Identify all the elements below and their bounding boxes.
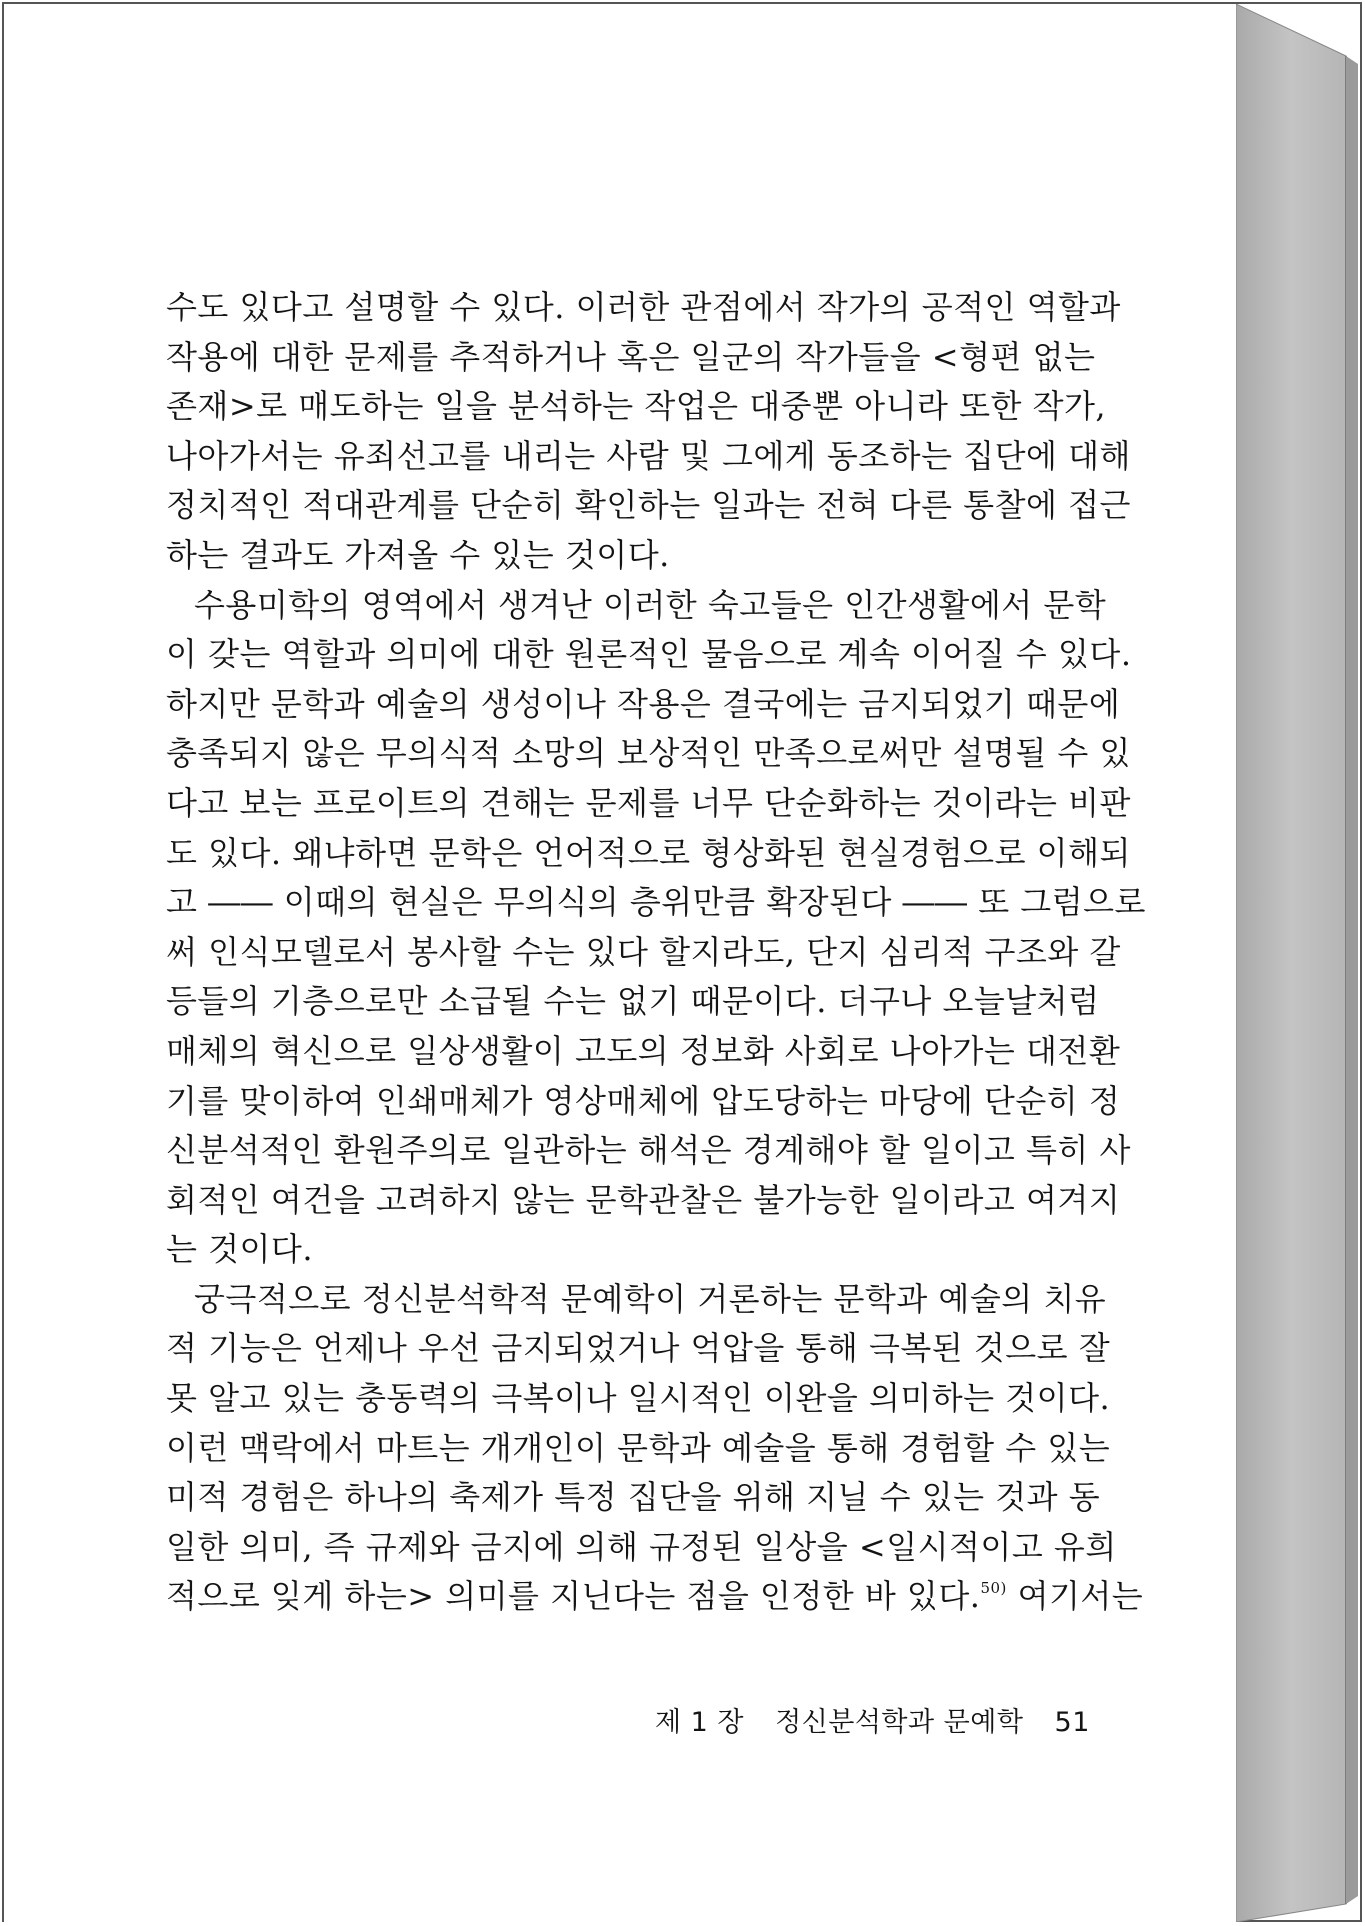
text-line: 도 있다. 왜냐하면 문학은 언어적으로 형상화된 현실경험으로 이해되 [166, 833, 1131, 872]
text-line: 적 기능은 언제나 우선 금지되었거나 억압을 통해 극복된 것으로 잘 [166, 1329, 1111, 1368]
text-line: 매체의 혁신으로 일상생활이 고도의 정보화 사회로 나아가는 대전환 [166, 1031, 1121, 1070]
text-line: 이 갖는 역할과 의미에 대한 원론적인 물음으로 계속 이어질 수 있다. [166, 635, 1132, 674]
paragraph-1 [166, 283, 1131, 581]
text-line: 일한 의미, 즉 규제와 금지에 의해 규정된 일상을 <일시적이고 유희 [166, 1527, 1117, 1566]
footnote-marker: 50) [980, 1579, 1007, 1598]
text-line: 작용에 대한 문제를 추적하거나 혹은 일군의 작가들을 <형편 없는 [166, 337, 1096, 376]
text-line: 수용미학의 영역에서 생겨난 이러한 숙고들은 인간생활에서 문학 [194, 585, 1107, 624]
text-line: 이런 맥락에서 마트는 개개인이 문학과 예술을 통해 경험할 수 있는 [166, 1428, 1111, 1467]
text-line: 하지만 문학과 예술의 생성이나 작용은 결국에는 금지되었기 때문에 [166, 684, 1121, 723]
paragraph-2 [166, 581, 1146, 1275]
text-line: 다고 보는 프로이트의 견해는 문제를 너무 단순화하는 것이라는 비판 [166, 783, 1131, 822]
text-line: 충족되지 않은 무의식적 소망의 보상적인 만족으로써만 설명될 수 있 [166, 734, 1131, 773]
text-line: 못 알고 있는 충동력의 극복이나 일시적인 이완을 의미하는 것이다. [166, 1379, 1111, 1418]
text-line-body: 적으로 잊게 하는> 의미를 지닌다는 점을 인정한 바 있다. [166, 1577, 981, 1616]
text-line: 나아가서는 유죄선고를 내리는 사람 및 그에게 동조하는 집단에 대해 [166, 436, 1131, 475]
text-line: 고 ―― 이때의 현실은 무의식의 층위만큼 확장된다 ―― 또 그럼으로 [166, 883, 1146, 922]
text-line: 는 것이다. [166, 1230, 313, 1269]
text-line: 신분석적인 환원주의로 일관하는 해석은 경계해야 할 일이고 특히 사 [166, 1131, 1131, 1170]
text-line: 써 인식모델로서 봉사할 수는 있다 할지라도, 단지 심리적 구조와 갈 [166, 932, 1121, 971]
chapter-title: 정신분석학과 문예학 [775, 1707, 1024, 1738]
paragraph-3 [166, 1275, 1144, 1622]
body-text [166, 283, 1146, 1622]
text-line: 하는 결과도 가져올 수 있는 것이다. [166, 535, 670, 574]
page-number: 51 [1054, 1707, 1090, 1738]
text-line-tail: 여기서는 [1006, 1577, 1144, 1616]
text-line: 등들의 기층으로만 소급될 수는 없기 때문이다. 더구나 오늘날처럼 [166, 982, 1100, 1021]
book-edge [1236, 4, 1360, 1922]
text-line: 정치적인 적대관계를 단순히 확인하는 일과는 전혀 다른 통찰에 접근 [166, 486, 1131, 525]
text-line: 기를 맞이하여 인쇄매체가 영상매체에 압도당하는 마당에 단순히 정 [166, 1081, 1121, 1120]
running-footer [655, 1700, 1090, 1739]
text-line: 회적인 여건을 고려하지 않는 문학관찰은 불가능한 일이라고 여겨지 [166, 1180, 1121, 1219]
text-line: 수도 있다고 설명할 수 있다. 이러한 관점에서 작가의 공적인 역할과 [166, 288, 1121, 326]
text-line: 궁극적으로 정신분석학적 문예학이 거론하는 문학과 예술의 치유 [194, 1279, 1107, 1318]
text-line: 미적 경험은 하나의 축제가 특정 집단을 위해 지닐 수 있는 것과 동 [166, 1478, 1101, 1517]
text-line: 존재>로 매도하는 일을 분석하는 작업은 대중뿐 아니라 또한 작가, [166, 387, 1107, 426]
text-line-with-footnote [166, 1572, 1144, 1622]
chapter-label: 제 1 장 [655, 1707, 745, 1738]
